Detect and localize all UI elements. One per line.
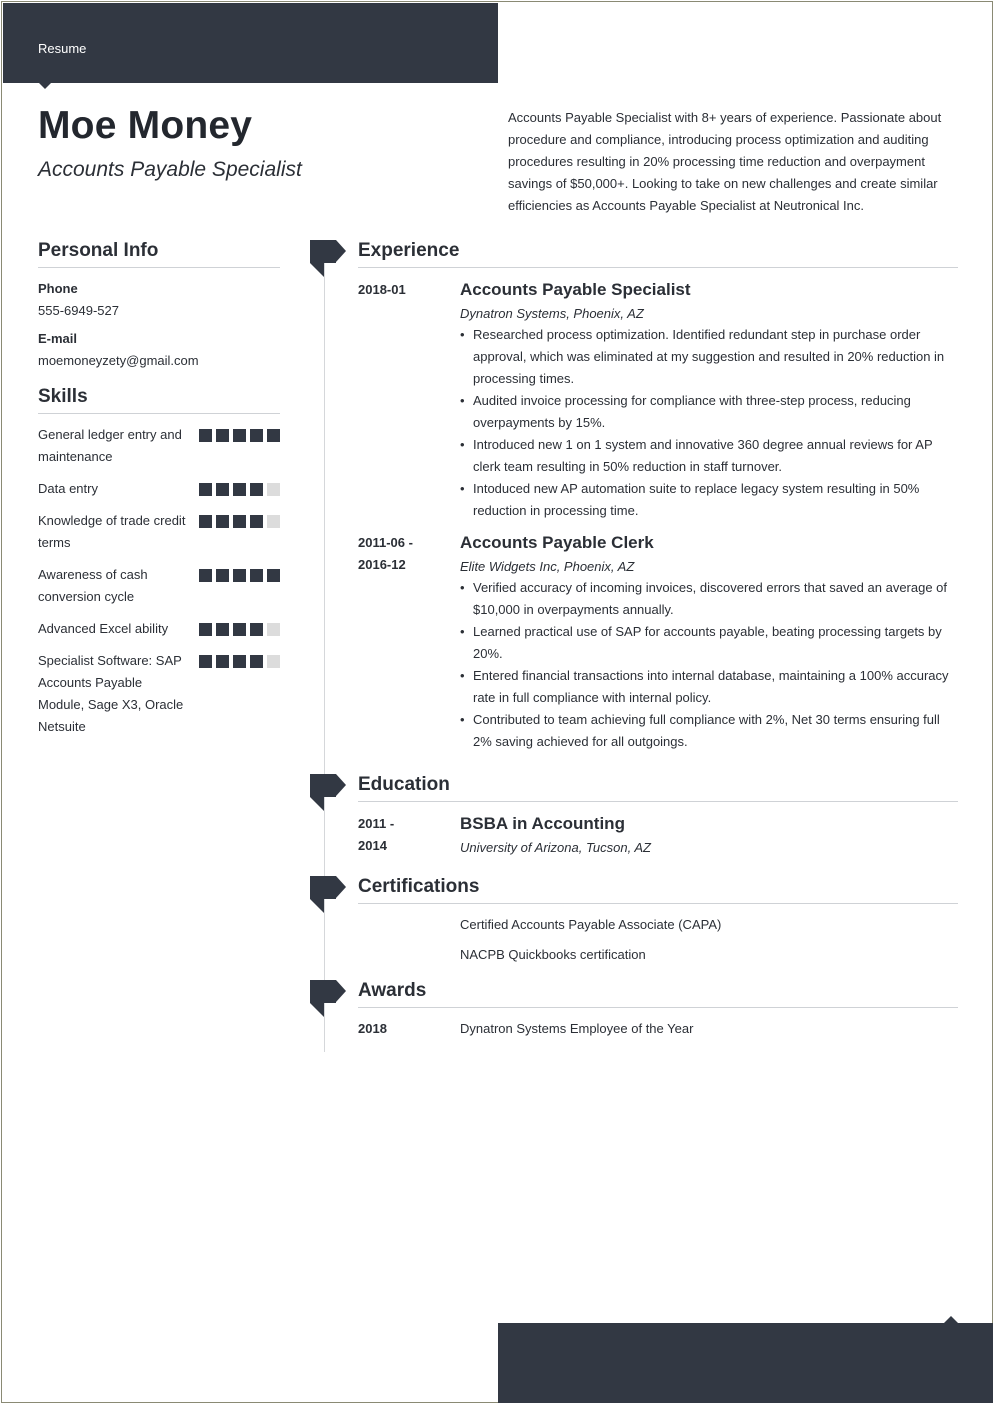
skills-list: [38, 424, 280, 738]
skill-dot-filled: [250, 429, 263, 442]
skill-dot-empty: [267, 515, 280, 528]
skill-dot-filled: [267, 569, 280, 582]
entry-date: 2011 - 2014: [358, 816, 395, 853]
email-label: E-mail: [38, 331, 78, 346]
skill-dot-filled: [199, 483, 212, 496]
entry-bullets: [460, 577, 958, 753]
awards-section: [358, 980, 958, 1040]
skill-level: [199, 429, 280, 442]
experience-section: [358, 240, 958, 753]
certifications-section: [358, 876, 958, 966]
education-flag-icon: [310, 774, 346, 811]
skill-name: Specialist Software: SAP Accounts Payable Module, Sage X3, Oracle Netsuite: [38, 653, 184, 734]
entry-bullets: [460, 324, 958, 522]
skill-dot-filled: [233, 569, 246, 582]
skill-dot-empty: [267, 483, 280, 496]
header-band: [3, 3, 498, 83]
skill-item: [38, 510, 280, 554]
bullet-item: • Researched process optimization. Identified redundant step in purchase order approval, which was eliminated at my suggestion and resulted in 20% reduction in processing times.: [460, 324, 958, 390]
skill-level: [199, 483, 280, 496]
skill-item: [38, 650, 280, 738]
skill-dot-filled: [250, 515, 263, 528]
award-entry: [358, 1018, 958, 1040]
phone-value: 555-6949-527: [38, 303, 119, 318]
certification-item: Certified Accounts Payable Associate (CAPA): [460, 917, 722, 932]
certifications-heading: Certifications: [358, 876, 958, 904]
education-heading: Education: [358, 774, 958, 802]
entry-title: Accounts Payable Clerk: [460, 533, 654, 552]
skill-dot-filled: [199, 623, 212, 636]
skill-dot-filled: [199, 429, 212, 442]
candidate-name: Moe Money: [38, 104, 253, 147]
footer-band: [498, 1323, 993, 1403]
skill-item: [38, 618, 280, 640]
left-column: [38, 240, 280, 738]
entry-date: 2018-01: [358, 282, 406, 297]
skill-dot-filled: [199, 655, 212, 668]
skill-dot-filled: [250, 569, 263, 582]
awards-flag-icon: [310, 980, 346, 1017]
awards-heading: Awards: [358, 980, 958, 1008]
skill-dot-filled: [199, 569, 212, 582]
skill-dot-filled: [233, 515, 246, 528]
footer-notch: [944, 1316, 958, 1323]
skill-dot-filled: [216, 569, 229, 582]
skill-name: Awareness of cash conversion cycle: [38, 567, 148, 604]
skill-dot-empty: [267, 623, 280, 636]
entry-company: Dynatron Systems, Phoenix, AZ: [460, 306, 644, 321]
skill-level: [199, 623, 280, 636]
skill-dot-filled: [216, 429, 229, 442]
skill-dot-filled: [233, 623, 246, 636]
personal-info-heading: Personal Info: [38, 240, 280, 268]
skill-dot-filled: [233, 429, 246, 442]
bullet-item: • Introduced new 1 on 1 system and innovative 360 degree annual reviews for AP clerk team resulting in 50% reduction in staff turnover.: [460, 434, 958, 478]
bullet-item: • Contributed to team achieving full compliance with 2%, Net 30 terms ensuring full 2% saving achieved for all outgoings.: [460, 709, 958, 753]
skill-level: [199, 569, 280, 582]
skill-level: [199, 515, 280, 528]
email-value: moemoneyzety@gmail.com: [38, 353, 199, 368]
certifications-flag-icon: [310, 876, 346, 913]
skill-dot-filled: [233, 483, 246, 496]
skill-dot-filled: [250, 483, 263, 496]
skill-name: Data entry: [38, 481, 98, 496]
skill-name: General ledger entry and maintenance: [38, 427, 182, 464]
skill-dot-filled: [267, 429, 280, 442]
entry-date: 2011-06 - 2016-12: [358, 535, 413, 572]
entry-company: Elite Widgets Inc, Phoenix, AZ: [460, 559, 635, 574]
skill-name: Advanced Excel ability: [38, 621, 169, 636]
certification-item: NACPB Quickbooks certification: [460, 947, 646, 962]
bullet-item: • Learned practical use of SAP for accounts payable, beating processing targets by 20%.: [460, 621, 958, 665]
skill-item: [38, 564, 280, 608]
education-section: [358, 774, 958, 858]
entry-title: Accounts Payable Specialist: [460, 280, 691, 299]
experience-entry: [358, 532, 958, 753]
skill-name: Knowledge of trade credit terms: [38, 513, 186, 550]
skill-dot-filled: [233, 655, 246, 668]
bullet-item: • Verified accuracy of incoming invoices, discovered errors that saved an average of $10,000 in overpayments annually.: [460, 577, 958, 621]
entry-date: 2018: [358, 1021, 387, 1036]
skill-dot-empty: [267, 655, 280, 668]
header-label: Resume: [38, 41, 87, 56]
skill-dot-filled: [216, 483, 229, 496]
skill-dot-filled: [216, 655, 229, 668]
skills-heading: Skills: [38, 386, 280, 414]
skill-dot-filled: [199, 515, 212, 528]
skill-dot-filled: [250, 655, 263, 668]
timeline-line: [324, 262, 325, 1052]
skill-dot-filled: [250, 623, 263, 636]
education-entry: [358, 813, 958, 858]
phone-label: Phone: [38, 281, 78, 296]
entry-title: BSBA in Accounting: [460, 814, 625, 833]
candidate-title: Accounts Payable Specialist: [38, 158, 302, 181]
experience-entry: [358, 279, 958, 522]
skill-level: [199, 655, 280, 668]
experience-heading: Experience: [358, 240, 958, 268]
experience-flag-icon: [310, 240, 346, 277]
skill-item: [38, 424, 280, 468]
entry-school: University of Arizona, Tucson, AZ: [460, 840, 651, 855]
bullet-item: • Audited invoice processing for compliance with three-step process, reducing overpayments by 15%.: [460, 390, 958, 434]
skill-dot-filled: [216, 515, 229, 528]
skill-dot-filled: [216, 623, 229, 636]
bullet-item: • Intoduced new AP automation suite to replace legacy system resulting in 50% reduction in processing time.: [460, 478, 958, 522]
header-notch: [38, 82, 52, 89]
award-name: Dynatron Systems Employee of the Year: [460, 1021, 694, 1036]
bullet-item: • Entered financial transactions into internal database, maintaining a 100% accuracy rate in full compliance with internal policy.: [460, 665, 958, 709]
skill-item: [38, 478, 280, 500]
profile-summary: Accounts Payable Specialist with 8+ years of experience. Passionate about procedure and compliance, introducing process optimization and auditing procedures resulting in 20% processing time reduction and overpayment savings of $50,000+. Looking to take on new challenges and create similar efficiencies as Accounts Payable Specialist at Neutronical Inc.: [508, 110, 942, 213]
